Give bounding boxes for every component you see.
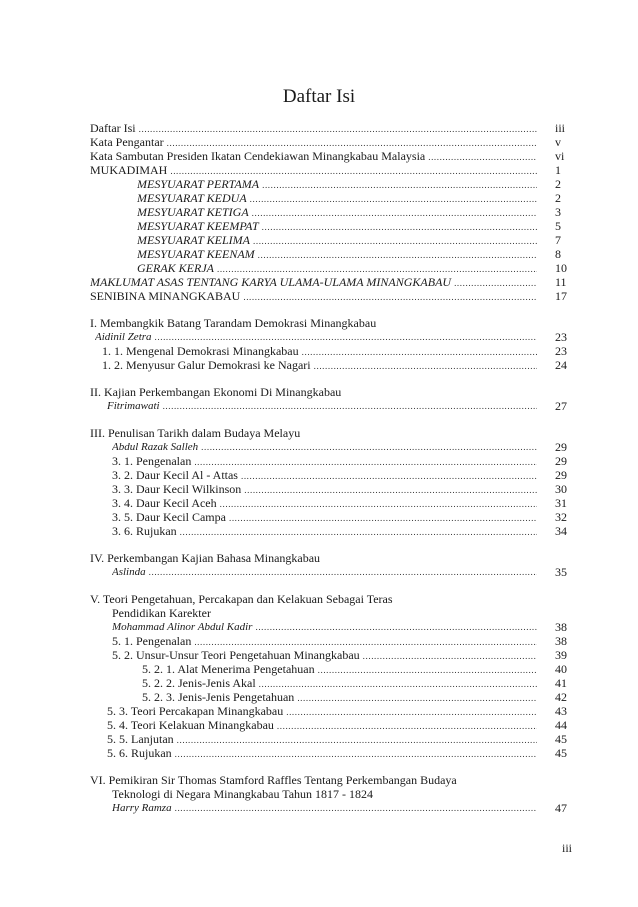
toc-entry-label: 5. 2. 1. Alat Menerima Pengetahuan: [142, 662, 315, 676]
toc-entry-row: [107, 718, 537, 733]
toc-entry-row: [102, 358, 537, 373]
toc-entry: [90, 163, 590, 177]
toc-entry-label: SENIBINA MINANGKABAU: [90, 289, 241, 303]
toc-page-number: vi: [555, 149, 565, 163]
toc-entry: [90, 634, 590, 648]
toc-entry-label: Pendidikan Karekter: [112, 606, 211, 620]
toc-author-entry: [90, 399, 590, 413]
dot-leader: [318, 663, 537, 677]
page-title: Daftar Isi: [282, 86, 356, 107]
toc-page-number: 40: [555, 662, 567, 676]
toc-entry-label: V. Teori Pengetahuan, Percakapan dan Kelakuan Sebagai Teras: [90, 592, 393, 606]
toc-page-number: 5: [555, 219, 561, 233]
toc-author-entry: [90, 801, 590, 815]
dot-leader: [262, 178, 537, 192]
toc-page-number: 8: [555, 247, 561, 261]
dot-leader: [167, 136, 537, 150]
toc-entry-row: [107, 399, 537, 413]
toc-entry: [90, 205, 590, 219]
table-of-contents: [90, 121, 590, 815]
toc-page-number: 45: [555, 732, 567, 746]
toc-entry-label: Mohammad Alinor Abdul Kadir: [112, 621, 253, 633]
toc-entry: [90, 344, 590, 358]
dot-leader: [163, 399, 537, 413]
dot-leader: [229, 511, 537, 525]
toc-entry-row: [90, 773, 537, 787]
dot-leader: [302, 345, 537, 359]
toc-page-number: 38: [555, 634, 567, 648]
toc-entry: [90, 275, 590, 289]
toc-page-number: 24: [555, 358, 567, 372]
toc-page-number: 29: [555, 468, 567, 482]
toc-entry-row: [112, 496, 537, 511]
toc-entry-row: [90, 149, 537, 164]
toc-entry-row: [90, 289, 537, 304]
toc-page-number: 2: [555, 191, 561, 205]
toc-section-heading: [90, 316, 590, 330]
toc-entry-row: [112, 468, 537, 483]
toc-entry: [90, 219, 590, 233]
toc-entry-row: [137, 177, 537, 192]
dot-leader: [252, 206, 537, 220]
toc-entry-label: Harry Ramza: [112, 802, 172, 814]
toc-entry: [90, 732, 590, 746]
dot-leader: [255, 620, 537, 634]
toc-entry-label: 5. 2. 2. Jenis-Jenis Akal: [142, 676, 256, 690]
toc-page-number: 42: [555, 690, 567, 704]
toc-entry-row: [90, 135, 537, 150]
toc-entry-row: [137, 191, 537, 206]
toc-page-number: 11: [555, 275, 567, 289]
toc-entry-row: [137, 205, 537, 220]
toc-entry: [90, 454, 590, 468]
toc-author-entry: [90, 440, 590, 454]
toc-page-number: 35: [555, 565, 567, 579]
toc-page-number: 29: [555, 454, 567, 468]
toc-entry-label: 5. 6. Rujukan: [107, 746, 172, 760]
toc-entry-row: [107, 746, 537, 761]
toc-entry: [90, 149, 590, 163]
toc-entry-row: [112, 510, 537, 525]
toc-entry-row: [102, 344, 537, 359]
toc-entry-label: 5. 3. Teori Percakapan Minangkabau: [107, 704, 284, 718]
toc-entry-label: 3. 6. Rujukan: [112, 524, 177, 538]
toc-entry-label: Abdul Razak Salleh: [112, 441, 199, 453]
toc-entry-row: [142, 676, 537, 691]
toc-entry: [90, 191, 590, 205]
toc-entry-row: [90, 275, 537, 290]
toc-entry: [90, 524, 590, 538]
toc-entry-row: [107, 704, 537, 719]
toc-entry-row: [112, 801, 537, 815]
toc-entry-label: 5. 5. Lanjutan: [107, 732, 174, 746]
toc-entry-label: 3. 4. Daur Kecil Aceh: [112, 496, 217, 510]
dot-leader: [244, 483, 537, 497]
toc-entry-row: [90, 121, 537, 136]
toc-entry-label: MESYUARAT KELIMA: [137, 233, 250, 247]
toc-entry-row: [90, 385, 537, 399]
toc-entry-row: [137, 219, 537, 234]
toc-entry-row: [90, 426, 537, 440]
toc-entry: [90, 358, 590, 372]
toc-entry-row: [90, 316, 537, 330]
toc-entry-label: 3. 1. Pengenalan: [112, 454, 192, 468]
toc-page-number: 41: [555, 676, 567, 690]
toc-entry-row: [137, 261, 537, 276]
toc-entry-label: MESYUARAT KETIGA: [137, 205, 249, 219]
toc-entry-row: [112, 634, 537, 649]
toc-entry: [90, 746, 590, 760]
toc-section-heading: [90, 773, 590, 787]
toc-entry: [90, 510, 590, 524]
dot-leader: [194, 635, 537, 649]
toc-entry-label: 3. 5. Daur Kecil Campa: [112, 510, 226, 524]
toc-entry-row: [90, 592, 537, 606]
dot-leader: [258, 248, 537, 262]
toc-page-number: 17: [555, 289, 567, 303]
dot-leader: [454, 276, 537, 290]
toc-entry-label: 1. 2. Menyusur Galur Demokrasi ke Nagari: [102, 358, 311, 372]
toc-entry: [90, 233, 590, 247]
toc-section-heading: [90, 787, 590, 801]
toc-entry-row: [112, 454, 537, 469]
toc-entry-row: [112, 482, 537, 497]
dot-leader: [314, 359, 537, 373]
toc-entry: [90, 690, 590, 704]
toc-page-number: 3: [555, 205, 561, 219]
toc-entry-label: II. Kajian Perkembangan Ekonomi Di Minangkabau: [90, 385, 342, 399]
toc-entry-row: [90, 163, 537, 178]
page-number: iii: [562, 841, 573, 855]
toc-entry-label: Aidinil Zetra: [95, 331, 152, 343]
dot-leader: [262, 220, 537, 234]
dot-leader: [139, 122, 537, 136]
toc-section-heading: [90, 551, 590, 565]
toc-entry: [90, 135, 590, 149]
toc-entry-label: 3. 3. Daur Kecil Wilkinson: [112, 482, 242, 496]
toc-page-number: 7: [555, 233, 561, 247]
toc-section-heading: [90, 385, 590, 399]
toc-entry-row: [95, 330, 537, 344]
toc-page-number: 23: [555, 344, 567, 358]
toc-entry-label: Daftar Isi: [90, 121, 136, 135]
toc-entry-label: Teknologi di Negara Minangkabau Tahun 1817 - 1824: [112, 787, 374, 801]
dot-leader: [297, 691, 537, 705]
toc-entry-label: 5. 4. Teori Kelakuan Minangkabau: [107, 718, 274, 732]
toc-page-number: 45: [555, 746, 567, 760]
dot-leader: [250, 192, 537, 206]
toc-page-number: 10: [555, 261, 567, 275]
toc-entry-label: MESYUARAT PERTAMA: [137, 177, 260, 191]
toc-entry: [90, 261, 590, 275]
toc-entry: [90, 496, 590, 510]
toc-entry-row: [142, 662, 537, 677]
toc-section-heading: [90, 606, 590, 620]
toc-entry-label: MESYUARAT KEDUA: [137, 191, 247, 205]
toc-entry-label: 3. 2. Daur Kecil Al - Attas: [112, 468, 238, 482]
toc-page-number: v: [555, 135, 561, 149]
toc-entry-row: [112, 606, 537, 620]
toc-entry-label: Aslinda: [112, 566, 146, 578]
toc-page-number: 1: [555, 163, 561, 177]
toc-page-number: 38: [555, 620, 567, 634]
toc-entry-row: [112, 620, 537, 634]
toc-page-number: 39: [555, 648, 567, 662]
toc-entry: [90, 676, 590, 690]
toc-entry-row: [107, 732, 537, 747]
dot-leader: [259, 677, 537, 691]
toc-author-entry: [90, 330, 590, 344]
toc-entry-row: [142, 690, 537, 705]
toc-page-number: 32: [555, 510, 567, 524]
toc-entry-label: Kata Sambutan Presiden Ikatan Cendekiawan Minangkabau Malaysia: [90, 149, 426, 163]
toc-entry: [90, 468, 590, 482]
toc-entry: [90, 718, 590, 732]
toc-entry-label: 5. 2. 3. Jenis-Jenis Pengetahuan: [142, 690, 295, 704]
toc-entry-label: I. Membangkik Batang Tarandam Demokrasi Minangkabau: [90, 316, 377, 330]
dot-leader: [217, 262, 537, 276]
toc-page-number: 27: [555, 399, 567, 413]
toc-entry-label: Fitrimawati: [107, 400, 160, 412]
toc-page-number: iii: [555, 121, 566, 135]
toc-entry-label: 5. 1. Pengenalan: [112, 634, 192, 648]
dot-leader: [177, 733, 537, 747]
dot-leader: [149, 565, 537, 579]
dot-leader: [241, 469, 537, 483]
toc-entry-label: III. Penulisan Tarikh dalam Budaya Melayu: [90, 426, 301, 440]
toc-entry-label: VI. Pemikiran Sir Thomas Stamford Raffles Tentang Perkembangan Budaya: [90, 773, 457, 787]
dot-leader: [286, 705, 537, 719]
toc-entry-row: [112, 648, 537, 663]
dot-leader: [201, 440, 537, 454]
toc-entry: [90, 662, 590, 676]
toc-entry-row: [137, 233, 537, 248]
toc-entry-label: 1. 1. Mengenal Demokrasi Minangkabau: [102, 344, 299, 358]
dot-leader: [428, 150, 537, 164]
toc-page-number: 23: [555, 330, 567, 344]
toc-entry-row: [112, 565, 537, 579]
toc-entry: [90, 121, 590, 135]
toc-page-number: 47: [555, 801, 567, 815]
dot-leader: [170, 164, 537, 178]
toc-entry: [90, 247, 590, 261]
toc-section-heading: [90, 426, 590, 440]
toc-entry: [90, 704, 590, 718]
toc-author-entry: [90, 565, 590, 579]
dot-leader: [220, 497, 537, 511]
dot-leader: [363, 649, 537, 663]
toc-entry-row: [112, 524, 537, 539]
toc-entry-row: [137, 247, 537, 262]
toc-entry-row: [112, 787, 537, 801]
toc-author-entry: [90, 620, 590, 634]
dot-leader: [194, 455, 537, 469]
dot-leader: [175, 801, 537, 815]
toc-entry-label: MESYUARAT KEENAM: [137, 247, 255, 261]
dot-leader: [243, 290, 537, 304]
dot-leader: [277, 719, 537, 733]
dot-leader: [155, 330, 537, 344]
toc-page-number: 30: [555, 482, 567, 496]
toc-section-heading: [90, 592, 590, 606]
toc-entry-label: Kata Pengantar: [90, 135, 164, 149]
toc-page-number: 34: [555, 524, 567, 538]
toc-page-number: 44: [555, 718, 567, 732]
toc-entry-label: GERAK KERJA: [137, 261, 214, 275]
toc-entry-row: [90, 551, 537, 565]
toc-entry-label: IV. Perkembangan Kajian Bahasa Minangkabau: [90, 551, 321, 565]
toc-page-number: 2: [555, 177, 561, 191]
toc-entry-label: MESYUARAT KEEMPAT: [137, 219, 259, 233]
toc-entry-row: [112, 440, 537, 454]
toc-entry: [90, 482, 590, 496]
toc-page-number: 29: [555, 440, 567, 454]
dot-leader: [253, 234, 537, 248]
dot-leader: [180, 525, 537, 539]
toc-entry: [90, 289, 590, 303]
toc-entry: [90, 648, 590, 662]
toc-entry: [90, 177, 590, 191]
toc-entry-label: 5. 2. Unsur-Unsur Teori Pengetahuan Minangkabau: [112, 648, 360, 662]
toc-page-number: 31: [555, 496, 567, 510]
toc-entry-label: MAKLUMAT ASAS TENTANG KARYA ULAMA-ULAMA MINANGKABAU: [90, 275, 452, 289]
toc-entry-label: MUKADIMAH: [90, 163, 168, 177]
toc-page-number: 43: [555, 704, 567, 718]
dot-leader: [175, 747, 537, 761]
